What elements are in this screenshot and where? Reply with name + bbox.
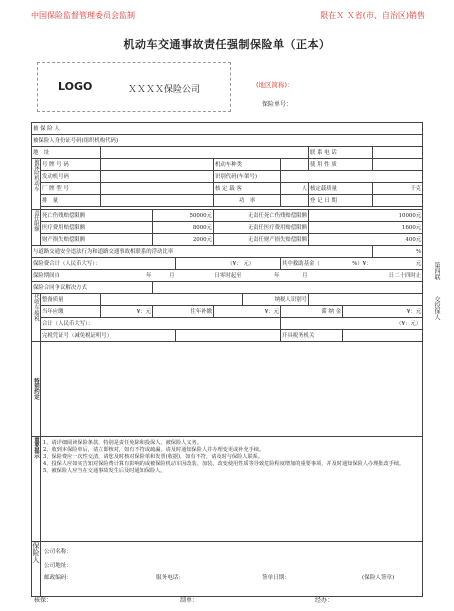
nf-death-label: 无责任死亡伤残赔偿限额 <box>214 210 309 222</box>
insured-id-row: 被保险人身份证号码(组织机构代码) <box>32 135 423 147</box>
vehicle-section: 被保险机动车 <box>32 159 41 210</box>
important-label: 重要提示 <box>32 437 41 542</box>
relief-pct: %）¥： <box>343 258 373 270</box>
address-value <box>101 147 309 159</box>
company-name: ＸＸＸＸ保险公司 <box>128 85 201 95</box>
seal-label: (保险人签章) <box>362 575 395 581</box>
period-year-start: 年 <box>101 270 153 282</box>
vehicle-type-label: 机动车种类 <box>214 159 281 171</box>
reg-date-label: 登 记 日 期 <box>309 195 373 207</box>
insurer-section: 保险人 <box>32 542 41 597</box>
tax-office-label: 开具税务机关 <box>281 330 343 342</box>
footer-verify: 核保： <box>34 597 53 604</box>
limits-section: 责任限额 <box>32 210 41 246</box>
nf-medical-label: 无责任医疗费用赔偿限额 <box>214 222 309 234</box>
nf-medical-value: 1600元 <box>309 222 423 234</box>
important-notes <box>41 437 423 542</box>
mass-label: 核定载质量 <box>309 183 373 195</box>
phone-label: 联 系 电 话 <box>309 147 373 159</box>
postcode-label: 邮政编码： <box>44 575 72 581</box>
footer-maker: 制单： <box>180 597 199 604</box>
current-year-yen: ¥：元 <box>101 306 153 318</box>
special-label: 特别约定 <box>32 342 41 437</box>
period-label: 保险期间自 <box>32 270 101 282</box>
medical-value: 8000元 <box>153 222 214 234</box>
tax-total-small: （¥：元） <box>281 318 423 330</box>
tax-section: 代收车船税 <box>32 294 41 342</box>
address-label: 地 址 <box>32 147 101 159</box>
usage-label: 使 用 性 质 <box>309 159 373 171</box>
premium-label: 保险费合计（人民币大写）： <box>32 258 176 270</box>
seats-label: 核 定 载 客 <box>214 183 281 195</box>
sign-date-label: 签单日期： <box>262 575 290 581</box>
policy-form <box>31 122 423 597</box>
period-month-end: 月 <box>281 270 309 282</box>
medical-label: 医疗费用赔偿限额 <box>41 222 153 234</box>
period-day-end: 日二十四时止 <box>309 270 423 282</box>
note-5: 5、被保险人应当在交通事故发生后及时通知保险人。 <box>43 468 166 474</box>
header-left: 中国保险监督管理委员会监制 <box>31 11 135 20</box>
current-year-label: 当年应缴 <box>41 306 101 318</box>
tax-total-label: 合计（人民币大写）： <box>41 318 281 330</box>
nf-property-value: 400元 <box>309 234 423 246</box>
premium-small: （¥： <box>176 258 243 270</box>
region-label: (地区简称)： <box>256 81 294 89</box>
seats-unit: 人 <box>281 183 309 195</box>
nf-property-label: 无责任财产损失赔偿限额 <box>214 234 309 246</box>
vin-label: 识别代码(车架号) <box>214 171 281 183</box>
header-right: 限在Ｘ Ｘ省(市、自治区)销售 <box>320 11 425 20</box>
side-copy-text: 交投保人 <box>433 296 440 320</box>
phone-value <box>373 147 423 159</box>
policy-no-label: 保险单号： <box>262 101 293 108</box>
death-value: 50000元 <box>153 210 214 222</box>
period-day-start: 日零时起至 <box>176 270 243 282</box>
dispute-label: 保险合同争议解决方式 <box>32 282 153 294</box>
property-label: 财产损失赔偿限额 <box>41 234 153 246</box>
prev-years-label: 往年补缴 <box>153 306 214 318</box>
document-title: 机动车交通事故责任强制保险单（正本） <box>123 38 331 51</box>
power-label: 功 率 <box>214 195 281 207</box>
premium-yuan: 元） <box>243 258 281 270</box>
late-fee-yen: ¥：元 <box>343 306 423 318</box>
service-phone-label: 服务电话： <box>156 575 184 581</box>
note-2: 2、收到本保险单后，请立即核对，如有不符或疏漏，请及时通知保险人并办理变更或补充手续。 <box>43 447 265 453</box>
side-copy-number: 第四联 <box>433 262 440 280</box>
plate-label: 号 牌 号 码 <box>41 159 101 171</box>
curb-weight-label: 整备质量 <box>41 294 101 306</box>
note-4: 4、投保人应如实告知对保险费计算有影响的或被保险机动车因改装、加装、改变使用性质等导致危险程度增加的重要事项，并及时通知保险人办理批改手续。 <box>43 461 405 467</box>
special-content <box>41 342 423 437</box>
mass-unit: 千克 <box>373 183 423 195</box>
relief-fund: 其中救助基金（ <box>281 258 343 270</box>
period-month-start: 月 <box>153 270 176 282</box>
prev-years-yen: ¥：元 <box>214 306 281 318</box>
property-value: 2000元 <box>153 234 214 246</box>
note-1: 1、请详细阅读保险条款，特别是责任免除和投保人、被保险人义务。 <box>43 440 202 446</box>
model-label: 厂 牌 型 号 <box>41 183 101 195</box>
late-fee-label: 滞 纳 金 <box>281 306 343 318</box>
taxpayer-id-label: 纳税人识别号 <box>243 294 309 306</box>
logo: LOGO <box>58 80 93 93</box>
logo-box <box>37 62 231 112</box>
period-year-end: 年 <box>243 270 281 282</box>
displacement-label: 排 量 <box>41 195 101 207</box>
tax-cert-label: 完税凭证号（减免税证明号） <box>41 330 176 342</box>
company-name-label: 公司名称： <box>44 549 72 555</box>
float-rate-percent: % <box>373 246 423 258</box>
insurer-block <box>41 542 423 597</box>
footer-handler: 经办： <box>315 597 334 604</box>
nf-death-value: 10000元 <box>309 210 423 222</box>
note-3: 3、保险费应一次性交清，请您及时核对保险单和发票(收据)，如有不符，请及时与保险人联系。 <box>43 454 264 460</box>
relief-yuan: 元 <box>373 258 423 270</box>
engine-label: 发动机号码 <box>41 171 101 183</box>
float-rate-label: 与道路交通安全违法行为和道路交通事故相联系的浮动比率 <box>32 246 373 258</box>
insured-row: 被 保 险 人 <box>32 123 423 135</box>
death-label: 死亡伤残赔偿限额 <box>41 210 153 222</box>
company-addr-label: 公司地址： <box>44 563 72 569</box>
